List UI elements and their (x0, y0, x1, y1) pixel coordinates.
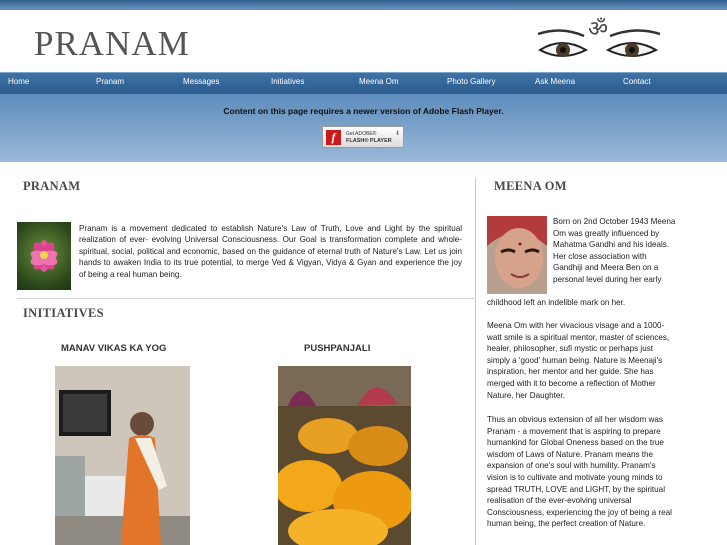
nav-home[interactable]: Home (8, 77, 30, 86)
nav-photo-gallery[interactable]: Photo Gallery (447, 77, 496, 86)
flash-banner (0, 94, 727, 162)
initiative-manav-vikas-title[interactable]: MANAV VIKAS KA YOG (61, 343, 167, 354)
main-nav (0, 72, 727, 94)
column-divider (475, 178, 476, 545)
top-strip (0, 0, 727, 10)
nav-contact[interactable]: Contact (623, 77, 651, 86)
nav-ask-meena[interactable]: Ask Meena (535, 77, 576, 86)
meena-bio-p2: Meena Om with her vivacious visage and a 1000-watt smile is a spiritual mentor, master of sciences, healer, philosopher, sufi mystic or perhaps just simply a 'good' human being. Nature is Meenaji's inspiration, her mentor and her guide. She has merged with it to become a reflection of Mother Nature, her Daughter. (487, 321, 670, 400)
nav-messages[interactable]: Messages (183, 77, 220, 86)
flash-button-line2: FLASH® PLAYER (346, 138, 392, 144)
nav-meena-om[interactable]: Meena Om (359, 77, 399, 86)
meena-bio-p1: Born on 2nd October 1943 Meena Om was greatly influenced by Mahatma Gandhi and his ideals. Her close association with Gandhiji and Meera Ben on a personal level during her early (553, 217, 676, 284)
nav-pranam[interactable]: Pranam (96, 77, 125, 86)
flash-player-icon: f (326, 130, 341, 145)
meena-bio-p3: Thus an obvious extension of all her wisdom was Pranam - a movement that is aspiring to prepare humankind for Global Oneness based on the true wisdom of Laws of Nature. Pranam means the expansion of one's soul with humility. Pranam's vision is to cultivate and motivate young minds to spread TRUTH, LOVE and LIGHT, by the spiritual realisation of the ever-evolving universal Consciousness, experiencing the joy of being a real human being, the perfect creation of Nature. (487, 415, 672, 529)
pushpanjali-photo[interactable] (278, 366, 411, 545)
pranam-description: Pranam is a movement dedicated to establish Nature's Law of Truth, Love and Light by the spiritual realization of ever- evolving Universal Consciousness. Our Goal is transformation complete and whole- spiritual, social, political and economic, based on the guidance of eternal truth of Nature's Law. Let us join hands to awaken India to its true potential, to merge Ved & Vigyan, Vidya & Gyan and experience the joy of being a real human being. (79, 224, 462, 279)
section-divider (17, 298, 474, 299)
meena-om-heading: MEENA OM (494, 179, 567, 193)
meena-om-portrait (487, 216, 547, 294)
meena-bio-p1-cont: childhood left an indelible mark on her. (487, 298, 626, 307)
get-flash-player-button[interactable] (322, 126, 404, 148)
initiatives-heading: INITIATIVES (23, 306, 104, 320)
nav-initiatives[interactable]: Initiatives (271, 77, 305, 86)
site-header (0, 10, 727, 73)
flash-button-line1: Get ADOBE® (346, 131, 377, 137)
initiative-pushpanjali-title[interactable]: PUSHPANJALI (304, 343, 371, 354)
manav-vikas-photo[interactable] (55, 366, 190, 545)
om-glyph: ॐ (588, 17, 609, 42)
flash-message: Content on this page requires a newer version of Adobe Flash Player. (223, 106, 504, 116)
pranam-heading: PRANAM (23, 179, 81, 193)
site-logo[interactable]: PRANAM (34, 24, 190, 63)
download-arrow-icon: ⬇ (394, 131, 400, 137)
lotus-image (17, 222, 71, 290)
eyes-om-icon (532, 12, 666, 72)
